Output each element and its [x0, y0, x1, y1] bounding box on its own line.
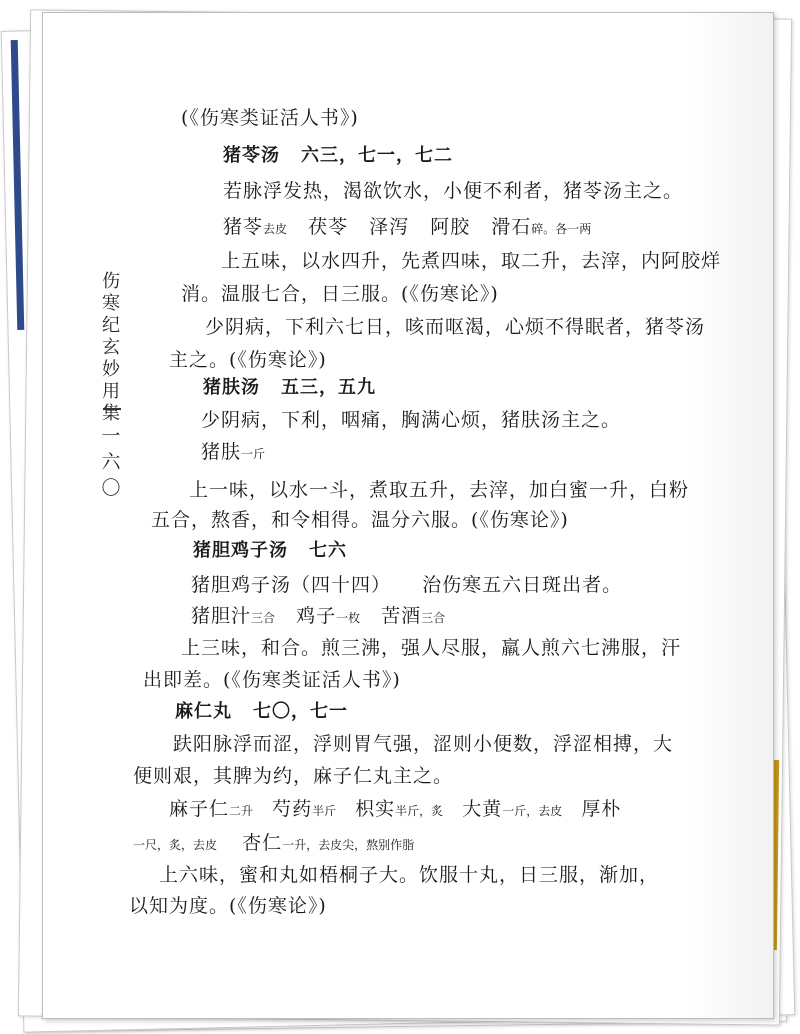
formula-name: 猪苓汤 — [223, 145, 280, 166]
ingredient: 杏仁 — [242, 832, 283, 854]
formula-heading — [223, 141, 453, 167]
ingredient-note: 半斤 — [312, 804, 337, 818]
ingredient: 苦酒 — [381, 605, 422, 627]
ingredient-note: 三合 — [421, 611, 446, 625]
text-line: 便则艰，其脾为约，麻子仁丸主之。 — [133, 765, 454, 787]
ingredient-note: 半斤，炙 — [395, 804, 444, 818]
ingredient: 泽泻 — [369, 216, 410, 238]
ingredient: 麻子仁 — [169, 798, 230, 820]
ingredient: 枳实 — [355, 798, 396, 820]
ingredient-note: 三合 — [251, 611, 276, 625]
text-line: 主之。(《伤寒论》) — [169, 349, 327, 371]
ingredient-note: 一升，去皮尖，熬别作脂 — [282, 838, 415, 852]
ingredient-note: 一斤，去皮 — [502, 804, 563, 818]
text-line: 上五味，以水四升，先煮四味，取二升，去滓，内阿胶烊 — [221, 250, 722, 272]
ingredient: 猪苓 — [223, 216, 264, 238]
text-line: 消。温服七合，日三服。(《伤寒论》) — [181, 283, 499, 305]
ingredient-line — [201, 437, 265, 464]
text-line: 上六味，蜜和丸如梧桐子大。饮服十丸，日三服，渐加， — [159, 864, 660, 886]
text-line: 趺阳脉浮而涩，浮则胃气强，涩则小便数，浮涩相搏，大 — [173, 733, 674, 755]
text-line: 若脉浮发热，渴欲饮水，小便不利者，猪苓汤主之。 — [223, 180, 684, 202]
ingredient-line — [223, 212, 591, 239]
ingredient: 厚朴 — [581, 798, 622, 820]
formula-refs: 五三，五九 — [281, 377, 377, 398]
ingredient-note: 去皮 — [263, 222, 288, 236]
formula-name: 麻仁丸 — [175, 701, 232, 722]
ingredient: 阿胶 — [430, 216, 471, 238]
ingredient: 滑石 — [491, 216, 532, 238]
running-title: 伤寒纪玄妙用集 — [102, 271, 120, 424]
book-page — [42, 12, 774, 1019]
formula-refs: 七〇，七一 — [253, 701, 349, 722]
ingredient-note: 一尺，炙，去皮 — [133, 838, 218, 852]
ingredient: 猪胆汁 — [191, 605, 252, 627]
ingredient: 茯苓 — [308, 216, 349, 238]
formula-heading — [193, 536, 347, 562]
page-number: 一六〇 — [101, 425, 121, 499]
ingredient-line — [133, 828, 414, 855]
ingredient: 鸡子 — [296, 605, 337, 627]
text-line: 上一味，以水一斗，煮取五升，去滓，加白蜜一升，白粉 — [189, 479, 690, 501]
text-line: 以知为度。(《伤寒论》) — [129, 895, 327, 917]
ingredient-note: 碎。各一两 — [531, 222, 592, 236]
text-line: 出即差。(《伤寒类证活人书》) — [143, 669, 401, 691]
ingredient: 芍药 — [272, 798, 313, 820]
ingredient: 大黄 — [462, 798, 503, 820]
ingredient-note: 一斤 — [241, 447, 266, 461]
running-title-rule — [103, 408, 121, 410]
formula-heading — [175, 697, 348, 723]
text-line: 五合，熬香，和令相得。温分六服。(《伤寒论》) — [151, 509, 569, 531]
formula-entry: 猪胆鸡子汤（四十四） — [191, 574, 392, 596]
text-line: 上三味，和合。煎三沸，强人尽服，羸人煎六七沸服，汗 — [181, 637, 682, 659]
text-line: 少阴病，下利，咽痛，胸满心烦，猪肤汤主之。 — [201, 409, 622, 431]
formula-name: 猪肤汤 — [203, 377, 260, 398]
text-line — [191, 570, 622, 597]
formula-refs: 六三，七一，七二 — [301, 145, 454, 166]
ingredient-note: 二升 — [229, 804, 254, 818]
ingredient-line — [169, 794, 621, 821]
text-line: 少阴病，下利六七日，咳而呕渴，心烦不得眠者，猪苓汤 — [205, 316, 706, 338]
formula-heading — [203, 373, 376, 399]
ingredient-note: 一枚 — [336, 611, 361, 625]
indication-text: 治伤寒五六日斑出者。 — [422, 574, 623, 596]
formula-name: 猪胆鸡子汤 — [193, 540, 288, 561]
ingredient-line — [191, 601, 445, 628]
ingredient: 猪肤 — [201, 441, 242, 463]
formula-refs: 七六 — [309, 540, 348, 561]
citation-line: (《伤寒类证活人书》) — [181, 107, 359, 129]
